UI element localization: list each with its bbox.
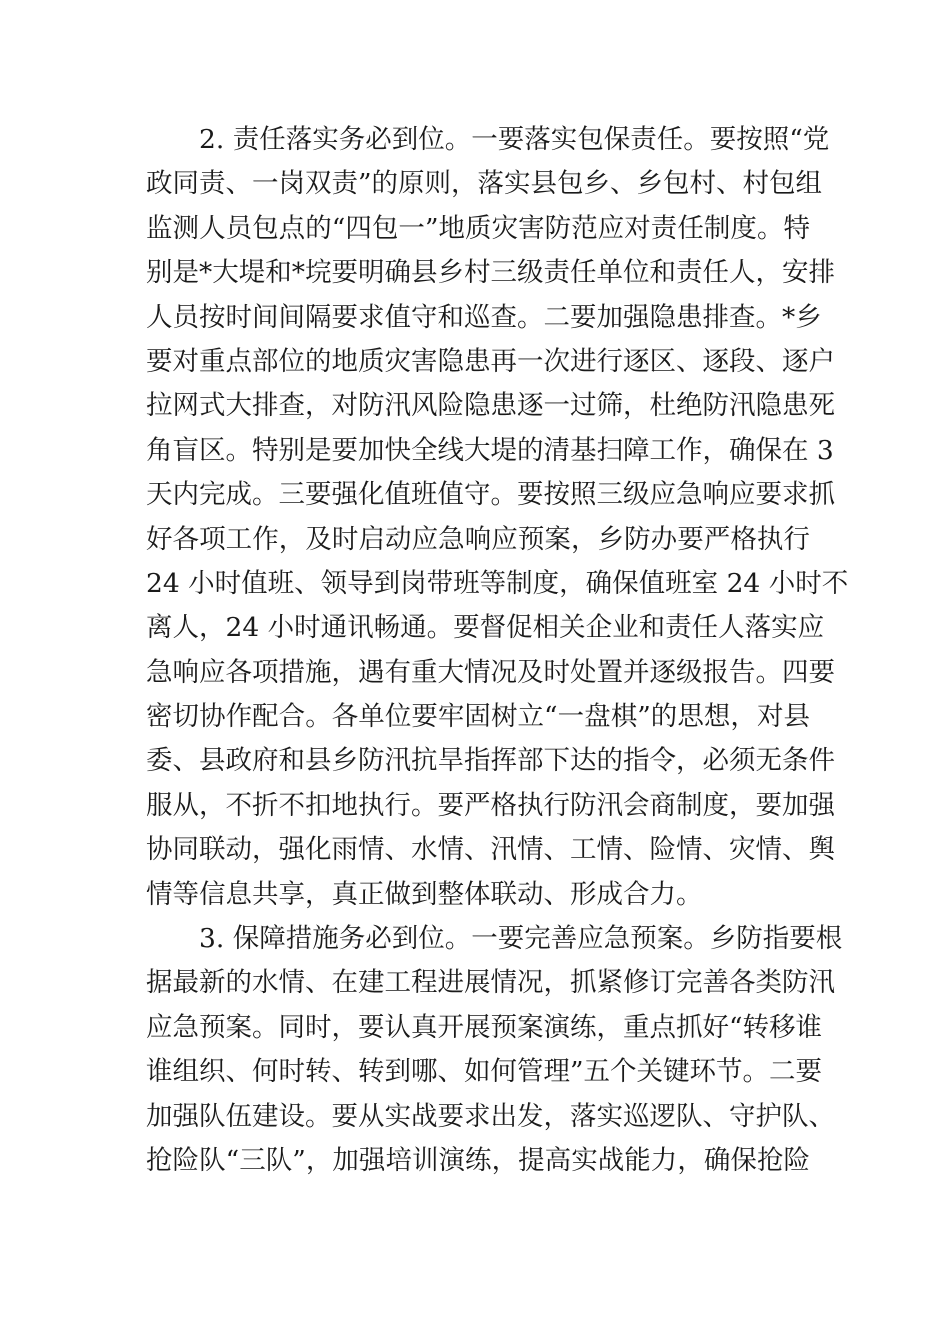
text-line: 服从，不折不扣地执行。要严格执行防汛会商制度，要加强 <box>146 789 835 821</box>
text-line: 政同责、一岗双责”的原则，落实县包乡、乡包村、村包组 <box>146 168 823 200</box>
document-body <box>146 118 849 1183</box>
text-line: 监测人员包点的“四包一”地质灾害防范应对责任制度。特 <box>146 212 810 244</box>
paragraph-safeguards <box>146 917 843 1183</box>
paragraph-responsibility <box>146 118 849 917</box>
text-line: 据最新的水情、在建工程进展情况，抓紧修订完善各类防汛 <box>146 967 835 999</box>
text-line: 谁组织、何时转、转到哪、如何管理”五个关键环节。二要 <box>146 1056 823 1088</box>
text-line: 要对重点部位的地质灾害隐患再一次进行逐区、逐段、逐户 <box>146 345 835 377</box>
text-line: 24 小时值班、领导到岗带班等制度，确保值班室 24 小时不 <box>146 567 849 599</box>
text-line: 离人，24 小时通讯畅通。要督促相关企业和责任人落实应 <box>146 612 825 644</box>
text-line: 角盲区。特别是要加快全线大堤的清基扫障工作，确保在 3 <box>146 434 834 466</box>
text-line: 委、县政府和县乡防汛抗旱指挥部下达的指令，必须无条件 <box>146 745 835 777</box>
text-line: 人员按时间间隔要求值守和巡查。二要加强隐患排查。*乡 <box>146 301 822 333</box>
text-line: 2. 责任落实务必到位。一要落实包保责任。要按照“党 <box>199 124 830 155</box>
text-line: 急响应各项措施，遇有重大情况及时处置并逐级报告。四要 <box>146 656 835 688</box>
text-line: 加强队伍建设。要从实战要求出发，落实巡逻队、守护队、 <box>146 1100 835 1132</box>
text-line: 抢险队“三队”，加强培训演练，提高实战能力，确保抢险 <box>146 1144 810 1176</box>
text-line: 应急预案。同时，要认真开展预案演练，重点抓好“转移谁 <box>146 1011 823 1043</box>
text-line: 好各项工作，及时启动应急响应预案，乡防办要严格执行 <box>146 523 810 555</box>
text-line: 天内完成。三要强化值班值守。要按照三级应急响应要求抓 <box>146 479 835 511</box>
text-line: 协同联动，强化雨情、水情、汛情、工情、险情、灾情、舆 <box>146 834 835 866</box>
text-line: 3. 保障措施务必到位。一要完善应急预案。乡防指要根 <box>199 923 843 955</box>
text-line: 拉网式大排查，对防汛风险隐患逐一过筛，杜绝防汛隐患死 <box>146 390 835 422</box>
text-line: 情等信息共享，真正做到整体联动、形成合力。 <box>146 878 703 910</box>
text-line: 别是*大堤和*垸要明确县乡村三级责任单位和责任人，安排 <box>146 257 835 289</box>
text-line: 密切协作配合。各单位要牢固树立“一盘棋”的思想，对县 <box>146 701 810 733</box>
